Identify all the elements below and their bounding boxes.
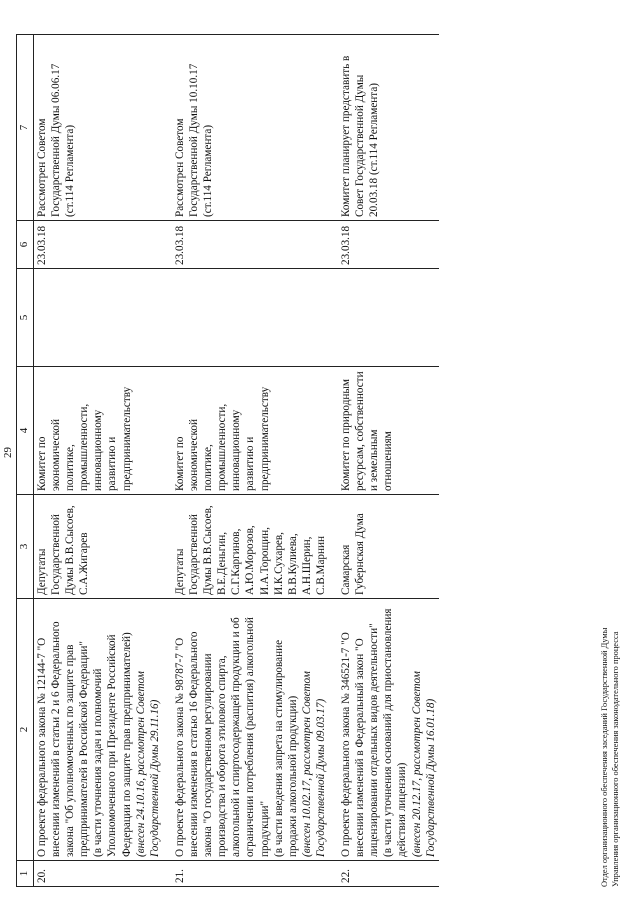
bill-status: Комитет планирует представить в Совет Государственной Думы 20.03.18 (ст.114 Регламента) bbox=[329, 35, 439, 221]
responsible-committee: Комитет по природным ресурсам, собственности и земельным отношениям bbox=[329, 367, 439, 495]
bill-detail: (в части введения запрета на стимулирование продажи алкогольной продукции) bbox=[272, 639, 299, 857]
row-number: 20. bbox=[33, 861, 162, 887]
footer-line-2: Управления организационного обеспечения законодательного процесса bbox=[610, 631, 620, 887]
bill-date: 23.03.18 bbox=[329, 221, 439, 269]
responsible-committee: Комитет по экономической политике, промышленности, инновационному развитию и предпринимательству bbox=[33, 367, 162, 495]
header-col-2: 2 bbox=[17, 599, 34, 861]
row-number: 22. bbox=[329, 861, 439, 887]
bills-table bbox=[16, 34, 439, 887]
bill-title: О проекте федерального закона № 98787-7 "О внесении изменения в статью 16 Федерального закона "О государственном регулировании производства и оборота этилового спирта, алкогольной и спиртосодержащей продукции и об ограничении потребления (распития) алкогольной продукции" bbox=[173, 617, 271, 857]
table-header-row bbox=[17, 35, 34, 887]
bill-description bbox=[33, 599, 162, 861]
table-row bbox=[163, 35, 329, 887]
bill-detail: (в части уточнения задач и полномочий Уполномоченного при Президенте Российской Федерации по защите прав предпринимателей) bbox=[92, 632, 133, 857]
bill-description bbox=[163, 599, 329, 861]
table-row bbox=[329, 35, 439, 887]
bill-initiators: Самарская Губернская Дума bbox=[329, 495, 439, 599]
table-row bbox=[33, 35, 162, 887]
bill-status: Рассмотрен Советом Государственной Думы 06.06.17 (ст.114 Регламента) bbox=[33, 35, 162, 221]
page-number: 29 bbox=[2, 447, 14, 458]
header-col-5: 5 bbox=[17, 269, 34, 367]
bill-date: 23.03.18 bbox=[33, 221, 162, 269]
header-col-1: 1 bbox=[17, 861, 34, 887]
bill-description bbox=[329, 599, 439, 861]
bill-title: О проекте федерального закона № 346521-7 "О внесении изменений в Федеральный закон "О лицензировании отдельных видов деятельности" bbox=[340, 623, 381, 857]
header-col-3: 3 bbox=[17, 495, 34, 599]
header-col-7: 7 bbox=[17, 35, 34, 221]
row-number: 21. bbox=[163, 861, 329, 887]
footer bbox=[600, 628, 621, 887]
col5-cell bbox=[329, 269, 439, 367]
bill-title: О проекте федерального закона № 12144-7 "О внесении изменений в статьи 2 и 6 Федерального закона "Об уполномоченных по защите прав предпринимателей в Российской Федерации" bbox=[35, 621, 91, 857]
footer-line-1: Отдел организационного обеспечения заседаний Государственной Думы bbox=[600, 627, 609, 887]
header-col-6: 6 bbox=[17, 221, 34, 269]
responsible-committee: Комитет по экономической политике, промышленности, инновационному развитию и предпринимательству bbox=[163, 367, 329, 495]
bill-note: (внесен 10.02.17, рассмотрен Советом Государственной Думы 09.03.17) bbox=[300, 671, 327, 857]
col5-cell bbox=[163, 269, 329, 367]
header-col-4: 4 bbox=[17, 367, 34, 495]
bill-note: (внесен 24.10.16, рассмотрен Советом Государственной Думы 29.11.16) bbox=[134, 671, 161, 857]
bill-detail: (в части уточнения оснований для приостановления действия лицензии) bbox=[382, 608, 409, 857]
bill-status: Рассмотрен Советом Государственной Думы 10.10.17 (ст.114 Регламента) bbox=[163, 35, 329, 221]
bill-initiators: Депутаты Государственной Думы В.В.Сысоев, С.А.Жигарев bbox=[33, 495, 162, 599]
bill-note: (внесен 20.12.17, рассмотрен Советом Государственной Думы 16.01.18) bbox=[410, 671, 437, 857]
col5-cell bbox=[33, 269, 162, 367]
bill-initiators: Депутаты Государственной Думы В.В.Сысоев, В.Е.Деньгин, С.Г.Каргинов, А.Ю.Морозов, И.А.Торощин, И.К.Сухарев, В.В.Кулиева, А.Н.Шерин, С.В.Марнин bbox=[163, 495, 329, 599]
bill-date: 23.03.18 bbox=[163, 221, 329, 269]
